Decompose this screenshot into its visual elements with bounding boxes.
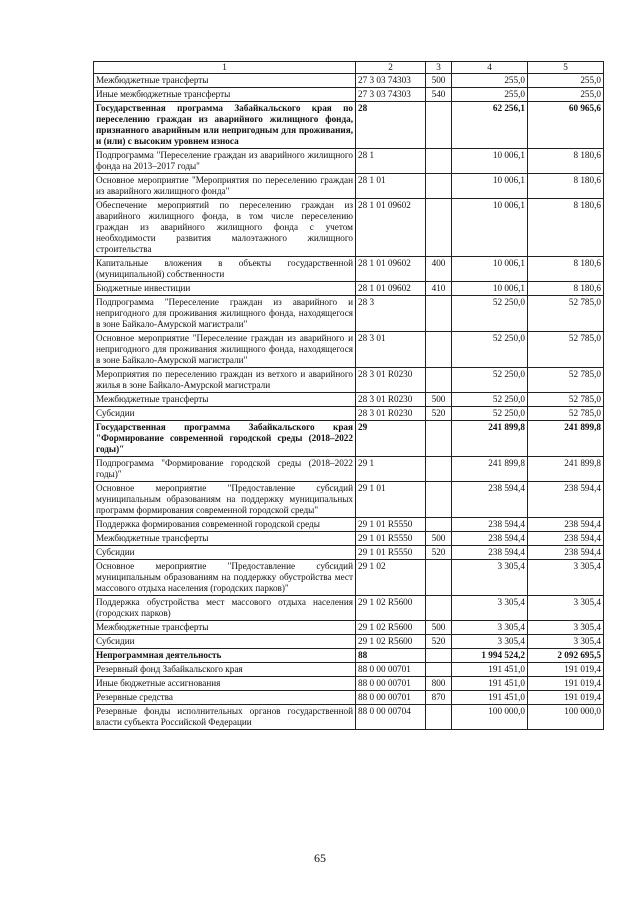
cell-vr: 400 — [426, 257, 452, 282]
cell-name: Межбюджетные трансферты — [94, 74, 356, 88]
table-row — [94, 149, 604, 174]
cell-vr — [426, 368, 452, 393]
page-number: 65 — [314, 851, 326, 865]
cell-y1: 238 594,4 — [452, 532, 528, 546]
table-row — [94, 88, 604, 102]
cell-y1: 10 006,1 — [452, 257, 528, 282]
cell-y2: 238 594,4 — [528, 518, 604, 532]
cell-name: Подпрограмма "Переселение граждан из аварийного жилищного фонда на 2013–2017 годы" — [94, 149, 356, 174]
header-vr: 3 — [426, 62, 452, 74]
cell-code: 29 1 01 — [356, 482, 426, 518]
cell-y2: 255,0 — [528, 88, 604, 102]
cell-y2: 3 305,4 — [528, 596, 604, 621]
table-row — [94, 546, 604, 560]
cell-code: 88 0 00 00701 — [356, 691, 426, 705]
cell-y1: 238 594,4 — [452, 518, 528, 532]
cell-y2: 52 785,0 — [528, 368, 604, 393]
cell-y2: 3 305,4 — [528, 621, 604, 635]
cell-vr — [426, 705, 452, 730]
cell-code: 88 0 00 00701 — [356, 677, 426, 691]
cell-vr: 800 — [426, 677, 452, 691]
cell-code: 88 0 00 00704 — [356, 705, 426, 730]
cell-y2: 52 785,0 — [528, 296, 604, 332]
cell-name: Государственная программа Забайкальского края по переселению граждан из аварийного жилищного фонда, признанного аварийным или непригодным для проживания, и (или) с высоким уровнем износа — [94, 102, 356, 149]
cell-name: Бюджетные инвестиции — [94, 282, 356, 296]
cell-vr: 540 — [426, 88, 452, 102]
cell-code: 28 3 01 R0230 — [356, 393, 426, 407]
cell-vr: 500 — [426, 532, 452, 546]
cell-code: 29 1 01 R5550 — [356, 532, 426, 546]
cell-vr — [426, 560, 452, 596]
cell-y1: 10 006,1 — [452, 199, 528, 257]
cell-y1: 3 305,4 — [452, 621, 528, 635]
cell-code: 29 1 02 — [356, 560, 426, 596]
cell-name: Подпрограмма "Переселение граждан из аварийного и непригодного для проживания жилищного фонда, находящегося в зоне Байкало-Амурской магистрали" — [94, 296, 356, 332]
cell-y2: 191 019,4 — [528, 663, 604, 677]
cell-name: Обеспечение мероприятий по переселению граждан из аварийного жилищного фонда, в том числе переселению граждан из аварийного жилищного фонда с учетом необходимости развития малоэтажного жилищного строительства — [94, 199, 356, 257]
cell-vr — [426, 332, 452, 368]
table-row — [94, 102, 604, 149]
cell-code: 27 3 03 74303 — [356, 74, 426, 88]
cell-name: Поддержка формирования современной городской среды — [94, 518, 356, 532]
cell-code: 28 3 01 R0230 — [356, 368, 426, 393]
table-row — [94, 199, 604, 257]
cell-name: Резервные фонды исполнительных органов государственной власти субъекта Российской Федерации — [94, 705, 356, 730]
cell-y2: 8 180,6 — [528, 257, 604, 282]
cell-vr: 500 — [426, 621, 452, 635]
cell-name: Мероприятия по переселению граждан из ветхого и аварийного жилья в зоне Байкало-Амурской магистрали — [94, 368, 356, 393]
cell-vr: 870 — [426, 691, 452, 705]
cell-vr: 410 — [426, 282, 452, 296]
cell-code: 29 — [356, 421, 426, 457]
cell-name: Непрограммная деятельность — [94, 649, 356, 663]
table-row — [94, 691, 604, 705]
cell-code: 29 1 02 R5600 — [356, 596, 426, 621]
cell-y2: 60 965,6 — [528, 102, 604, 149]
cell-y1: 238 594,4 — [452, 482, 528, 518]
cell-y1: 191 451,0 — [452, 691, 528, 705]
cell-y2: 100 000,0 — [528, 705, 604, 730]
table-row — [94, 649, 604, 663]
cell-code: 88 — [356, 649, 426, 663]
cell-code: 29 1 02 R5600 — [356, 635, 426, 649]
cell-name: Резервные средства — [94, 691, 356, 705]
table-row — [94, 282, 604, 296]
cell-code: 29 1 — [356, 457, 426, 482]
cell-code: 28 3 01 R0230 — [356, 407, 426, 421]
cell-y2: 52 785,0 — [528, 393, 604, 407]
cell-vr — [426, 482, 452, 518]
cell-code: 29 1 01 R5550 — [356, 546, 426, 560]
cell-code: 28 1 01 09602 — [356, 282, 426, 296]
table-row — [94, 635, 604, 649]
table-row — [94, 368, 604, 393]
cell-y2: 238 594,4 — [528, 546, 604, 560]
cell-vr — [426, 174, 452, 199]
table-row — [94, 257, 604, 282]
table-row — [94, 482, 604, 518]
cell-y1: 238 594,4 — [452, 546, 528, 560]
cell-y1: 52 250,0 — [452, 332, 528, 368]
cell-code: 28 1 01 — [356, 174, 426, 199]
cell-y2: 52 785,0 — [528, 332, 604, 368]
cell-name: Основное мероприятие "Мероприятия по переселению граждан из аварийного жилищного фонда" — [94, 174, 356, 199]
cell-name: Поддержка обустройства мест массового отдыха населения (городских парков) — [94, 596, 356, 621]
cell-vr: 520 — [426, 635, 452, 649]
cell-y2: 191 019,4 — [528, 691, 604, 705]
cell-name: Субсидии — [94, 407, 356, 421]
cell-y1: 52 250,0 — [452, 407, 528, 421]
cell-code: 28 1 01 09602 — [356, 257, 426, 282]
cell-y1: 3 305,4 — [452, 635, 528, 649]
table-row — [94, 705, 604, 730]
cell-name: Субсидии — [94, 546, 356, 560]
cell-vr: 500 — [426, 393, 452, 407]
cell-vr — [426, 149, 452, 174]
cell-y1: 191 451,0 — [452, 663, 528, 677]
cell-vr — [426, 596, 452, 621]
table-row — [94, 663, 604, 677]
cell-y1: 241 899,8 — [452, 421, 528, 457]
cell-name: Основное мероприятие "Предоставление субсидий муниципальным образованиям на поддержку муниципальных программ формирования современной городской среды" — [94, 482, 356, 518]
table-row — [94, 421, 604, 457]
cell-name: Резервный фонд Забайкальского края — [94, 663, 356, 677]
cell-name: Межбюджетные трансферты — [94, 621, 356, 635]
cell-y2: 238 594,4 — [528, 532, 604, 546]
cell-y1: 52 250,0 — [452, 296, 528, 332]
cell-y1: 100 000,0 — [452, 705, 528, 730]
cell-y1: 1 994 524,2 — [452, 649, 528, 663]
cell-vr: 500 — [426, 74, 452, 88]
cell-y1: 3 305,4 — [452, 560, 528, 596]
table-row — [94, 174, 604, 199]
cell-y2: 238 594,4 — [528, 482, 604, 518]
header-name: 1 — [94, 62, 356, 74]
cell-code: 28 3 01 — [356, 332, 426, 368]
cell-code: 29 1 02 R5600 — [356, 621, 426, 635]
header-year2: 5 — [528, 62, 604, 74]
table-row — [94, 677, 604, 691]
cell-name: Подпрограмма "Формирование городской среды (2018–2022 годы)" — [94, 457, 356, 482]
cell-code: 29 1 01 R5550 — [356, 518, 426, 532]
cell-name: Межбюджетные трансферты — [94, 532, 356, 546]
cell-y1: 255,0 — [452, 74, 528, 88]
cell-name: Межбюджетные трансферты — [94, 393, 356, 407]
cell-name: Иные межбюджетные трансферты — [94, 88, 356, 102]
cell-y2: 8 180,6 — [528, 149, 604, 174]
cell-vr — [426, 518, 452, 532]
table-row — [94, 332, 604, 368]
cell-y2: 3 305,4 — [528, 560, 604, 596]
cell-vr — [426, 421, 452, 457]
table-row — [94, 596, 604, 621]
cell-code: 28 — [356, 102, 426, 149]
cell-code: 88 0 00 00701 — [356, 663, 426, 677]
table-row — [94, 518, 604, 532]
cell-vr — [426, 102, 452, 149]
cell-vr: 520 — [426, 546, 452, 560]
cell-y2: 2 092 695,5 — [528, 649, 604, 663]
table-row — [94, 296, 604, 332]
cell-y1: 3 305,4 — [452, 596, 528, 621]
cell-name: Государственная программа Забайкальского края "Формирование современной городской среды (2018–2022 годы)" — [94, 421, 356, 457]
cell-y2: 8 180,6 — [528, 199, 604, 257]
cell-y2: 241 899,8 — [528, 421, 604, 457]
cell-name: Иные бюджетные ассигнования — [94, 677, 356, 691]
cell-code: 28 1 — [356, 149, 426, 174]
cell-name: Субсидии — [94, 635, 356, 649]
budget-table — [93, 61, 604, 730]
cell-y2: 191 019,4 — [528, 677, 604, 691]
cell-vr — [426, 663, 452, 677]
cell-y1: 52 250,0 — [452, 368, 528, 393]
cell-y1: 10 006,1 — [452, 149, 528, 174]
header-year1: 4 — [452, 62, 528, 74]
cell-y2: 8 180,6 — [528, 174, 604, 199]
table-row — [94, 532, 604, 546]
table-body — [94, 74, 604, 730]
cell-y2: 8 180,6 — [528, 282, 604, 296]
cell-y2: 255,0 — [528, 74, 604, 88]
cell-vr — [426, 296, 452, 332]
cell-y1: 52 250,0 — [452, 393, 528, 407]
cell-name: Основное мероприятие "Переселение граждан из аварийного и непригодного для проживания жилищного фонда, находящегося в зоне Байкало-Амурской магистрали" — [94, 332, 356, 368]
cell-y1: 255,0 — [452, 88, 528, 102]
cell-code: 28 1 01 09602 — [356, 199, 426, 257]
cell-y2: 3 305,4 — [528, 635, 604, 649]
cell-y1: 10 006,1 — [452, 282, 528, 296]
cell-code: 27 3 03 74303 — [356, 88, 426, 102]
table-row — [94, 393, 604, 407]
document-page — [93, 61, 603, 730]
cell-y2: 52 785,0 — [528, 407, 604, 421]
table-header-row — [94, 62, 604, 74]
cell-code: 28 3 — [356, 296, 426, 332]
cell-y1: 10 006,1 — [452, 174, 528, 199]
cell-vr — [426, 649, 452, 663]
cell-vr — [426, 457, 452, 482]
cell-name: Капитальные вложения в объекты государственной (муниципальной) собственности — [94, 257, 356, 282]
cell-y1: 62 256,1 — [452, 102, 528, 149]
header-code: 2 — [356, 62, 426, 74]
table-row — [94, 560, 604, 596]
cell-name: Основное мероприятие "Предоставление субсидий муниципальным образованиям на поддержку обустройства мест массового отдыха населения (городских парков)" — [94, 560, 356, 596]
cell-y1: 191 451,0 — [452, 677, 528, 691]
table-row — [94, 621, 604, 635]
cell-vr: 520 — [426, 407, 452, 421]
table-row — [94, 74, 604, 88]
table-row — [94, 457, 604, 482]
cell-y1: 241 899,8 — [452, 457, 528, 482]
cell-y2: 241 899,8 — [528, 457, 604, 482]
cell-vr — [426, 199, 452, 257]
table-row — [94, 407, 604, 421]
